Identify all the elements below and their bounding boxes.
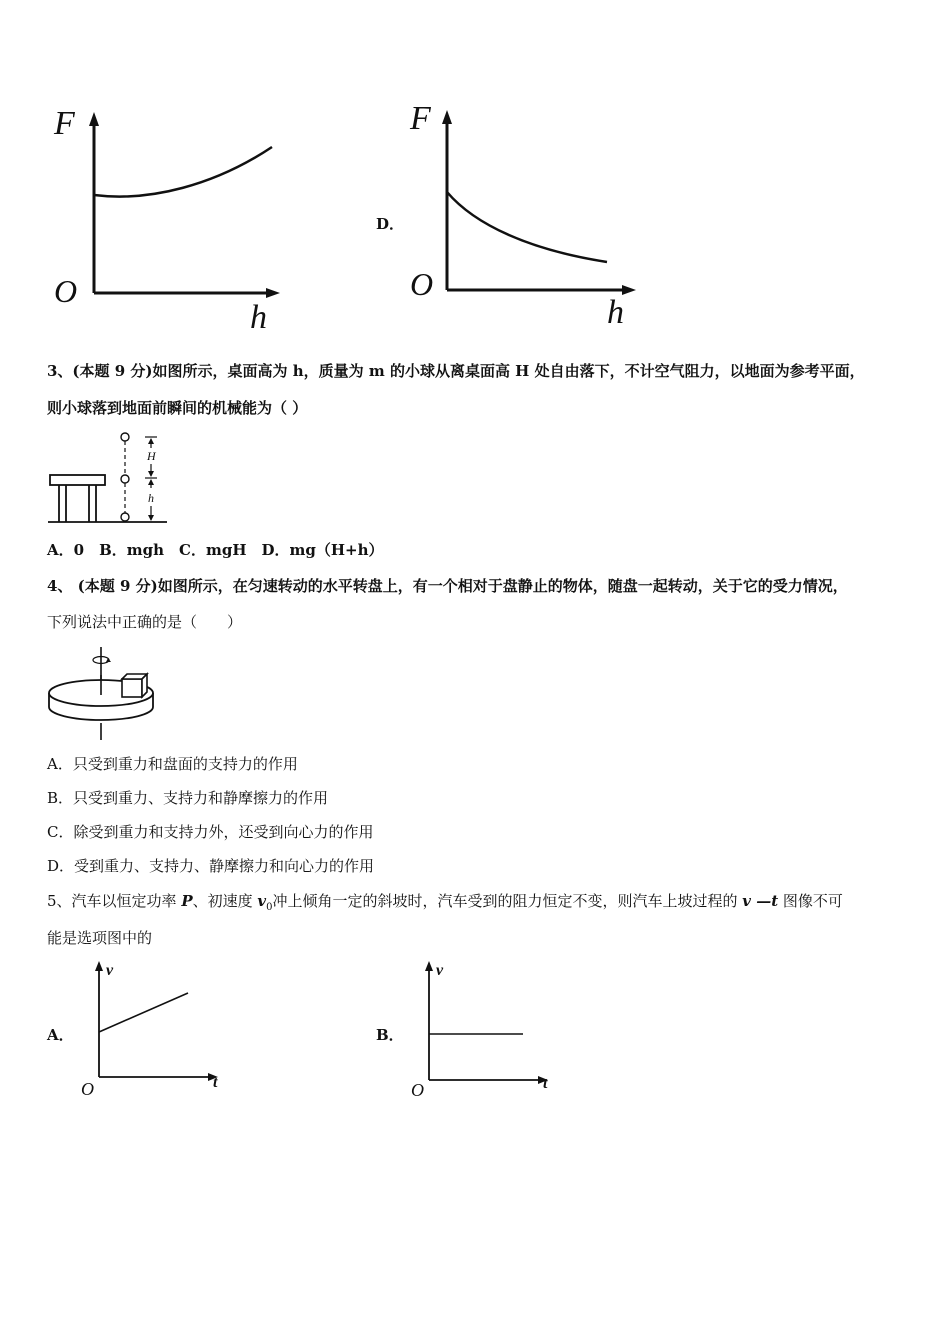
origin-label: O [411,1080,424,1100]
y-axis-arrow [442,110,452,124]
y-axis-arrow [95,961,103,971]
graph-line [99,993,188,1032]
q4-option-d: D．受到重力、支持力、静摩擦力和向心力的作用 [47,857,375,875]
q5-symbol-v0: v [257,892,267,910]
x-axis-arrow [266,288,280,298]
y-axis-arrow [425,961,433,971]
dim-arrow [148,479,154,485]
q4-text-line2: 下列说法中正确的是（ ） [47,613,243,631]
x-axis-label: h [250,299,267,336]
q3-text-line2: 则小球落到地面前瞬间的机械能为（ ） [47,399,308,417]
curve [447,192,607,262]
origin-label: O [81,1079,94,1099]
q3-text-line1: 3、(本题 9 分)如图所示，桌面高为 h，质量为 m 的小球从离桌面高 H 处自由落下，不计空气阻力，以地面为参考平面， [47,362,865,380]
label-h: h [148,491,154,505]
origin-label: O [410,266,434,302]
q5-graph-a [75,955,235,1100]
ball-top [121,433,129,441]
y-axis-label: F [410,100,431,137]
x-axis-label: t [213,1074,218,1091]
q5-symbol-v0-sub: 0 [266,902,273,913]
y-axis-label: v [436,962,444,979]
y-axis-label: F [54,105,75,142]
y-axis-label: v [106,962,114,979]
q3-table-ball-figure [45,428,175,528]
origin-label: O [54,273,78,309]
q4-option-a: A．只受到重力和盘面的支持力的作用 [47,755,298,773]
ball-middle [121,475,129,483]
q4-turntable-figure [45,645,165,745]
graph-f-h-decreasing [400,95,660,335]
dim-arrow [148,515,154,521]
q5-text-line1 [47,891,843,918]
q3-options: A．0 B．mgh C．mgH D．mg（H+h） [47,541,384,559]
x-axis-arrow [622,285,636,295]
curve [94,147,272,197]
q5-symbol-P: P [181,892,193,910]
q5-text-line2: 能是选项图中的 [47,929,153,947]
graph-f-h-rising [40,100,300,340]
ball-bottom [121,513,129,521]
block-side [142,674,147,697]
x-axis-label: t [543,1075,548,1092]
dim-arrow [148,471,154,477]
q4-text-line1: 4、 (本题 9 分)如图所示，在匀速转动的水平转盘上，有一个相对于盘静止的物体，随盘一起转动，关于它的受力情况， [47,577,848,595]
q5-text-part4: 图像不可 [778,892,843,910]
option-d-label: D． [376,215,405,233]
label-H: H [147,449,156,463]
q5-text-part1: 5、汽车以恒定功率 [47,892,182,910]
q5-graph-b [405,955,565,1100]
q5-option-b-label: B． [376,1026,404,1044]
dim-arrow [148,438,154,444]
q5-text-part3: 冲上倾角一定的斜坡时，汽车受到的阻力恒定不变，则汽车上坡过程的 [272,892,743,910]
q4-option-c: C．除受到重力和支持力外，还受到向心力的作用 [47,823,374,841]
q5-option-a-label: A． [47,1026,74,1044]
x-axis-label: h [607,294,624,331]
q5-text-part2: 、初速度 [192,892,258,910]
q5-symbol-vt: v —t [742,892,779,910]
y-axis-arrow [89,112,99,126]
table-top [50,475,105,485]
block-front [122,679,142,697]
q4-option-b: B．只受到重力、支持力和静摩擦力的作用 [47,789,329,807]
